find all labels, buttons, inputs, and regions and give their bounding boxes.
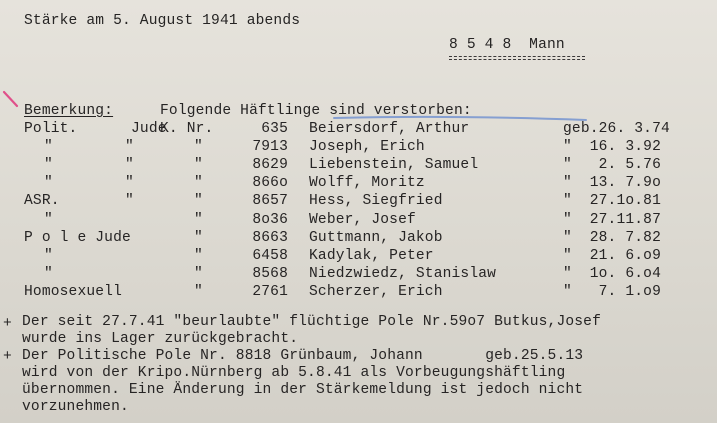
note-1-marker: + [3, 316, 12, 332]
row-group: Jude [131, 121, 167, 137]
row-category: " [44, 211, 53, 228]
row-group: " [125, 193, 134, 210]
row-name: Weber, Josef [309, 211, 416, 228]
row-name: Wolff, Moritz [309, 175, 425, 192]
row-birth-date: " 1o. 6.o4 [563, 265, 661, 282]
row-name: Joseph, Erich [309, 139, 425, 156]
row-category: " [44, 139, 53, 156]
row-group: " [125, 157, 134, 174]
strength-count: 8 5 4 8 Mann [449, 37, 565, 53]
row-prisoner-number: 2761 [252, 283, 288, 300]
row-name: Beiersdorf, Arthur [309, 121, 470, 137]
row-knr: " [194, 157, 203, 174]
row-knr: " [194, 283, 203, 300]
row-birth-date: " 28. 7.82 [563, 229, 661, 246]
note-2-line-2: wird von der Kripo.Nürnberg ab 5.8.41 als Vorbeugungshäftling [22, 365, 566, 381]
row-group: " [125, 175, 134, 192]
remark-text: Folgende Häftlinge sind verstorben: [160, 103, 472, 119]
note-1-line-2: wurde ins Lager zurückgebracht. [22, 331, 299, 347]
row-knr: " [194, 265, 203, 282]
row-prisoner-number: 635 [261, 121, 288, 137]
row-category: ASR. [24, 193, 60, 210]
row-knr: " [194, 175, 203, 192]
note-2-marker: + [3, 349, 12, 365]
row-prisoner-number: 8o36 [252, 211, 288, 228]
strength-line: Stärke am 5. August 1941 abends [24, 13, 301, 29]
row-birth-date: " 16. 3.92 [563, 139, 661, 156]
row-category: " [44, 175, 53, 192]
pink-pen-mark [2, 88, 20, 116]
row-group: " [125, 139, 134, 156]
row-knr: K. Nr. [160, 121, 214, 137]
row-birth-date: " 13. 7.9o [563, 175, 661, 192]
row-knr: " [194, 193, 203, 210]
row-name: Hess, Siegfried [309, 193, 443, 210]
note-2-line-3: übernommen. Eine Änderung in der Stärkemeldung ist jedoch nicht [22, 382, 584, 398]
row-birth-date: " 27.1o.81 [563, 193, 661, 210]
remark-label: Bemerkung: [24, 103, 114, 119]
row-category: " [44, 247, 53, 264]
row-birth-date: " 2. 5.76 [563, 157, 661, 174]
row-name: Kadylak, Peter [309, 247, 434, 264]
row-prisoner-number: 6458 [252, 247, 288, 264]
row-name: Scherzer, Erich [309, 283, 443, 300]
count-double-rule-lower [449, 59, 585, 60]
row-name: Guttmann, Jakob [309, 229, 443, 246]
row-name: Liebenstein, Samuel [309, 157, 479, 174]
row-prisoner-number: 8568 [252, 265, 288, 282]
row-prisoner-number: 8629 [252, 157, 288, 174]
row-category: Polit. [24, 121, 78, 137]
row-prisoner-number: 866o [252, 175, 288, 192]
row-category: " [44, 157, 53, 174]
row-knr: " [194, 229, 203, 246]
row-birth-date: " 27.11.87 [563, 211, 661, 228]
row-prisoner-number: 8657 [252, 193, 288, 210]
note-2-line-4: vorzunehmen. [22, 399, 129, 415]
row-prisoner-number: 7913 [252, 139, 288, 156]
row-category: " [44, 265, 53, 282]
row-name: Niedzwiedz, Stanislaw [309, 265, 497, 282]
note-2-line-1: Der Politische Pole Nr. 8818 Grünbaum, Johann geb.25.5.13 [22, 348, 584, 364]
row-birth-date: " 21. 6.o9 [563, 247, 661, 264]
row-birth-date: " 7. 1.o9 [563, 283, 661, 300]
row-category: Homosexuell [24, 283, 122, 300]
row-knr: " [194, 211, 203, 228]
row-prisoner-number: 8663 [252, 229, 288, 246]
count-double-rule [449, 56, 585, 57]
row-knr: " [194, 139, 203, 156]
row-birth-date: geb.26. 3.74 [563, 121, 670, 137]
note-1-line-1: Der seit 27.7.41 "beurlaubte" flüchtige Pole Nr.59o7 Butkus,Josef [22, 314, 601, 330]
row-category: P o l e Jude [24, 229, 131, 246]
row-knr: " [194, 247, 203, 264]
